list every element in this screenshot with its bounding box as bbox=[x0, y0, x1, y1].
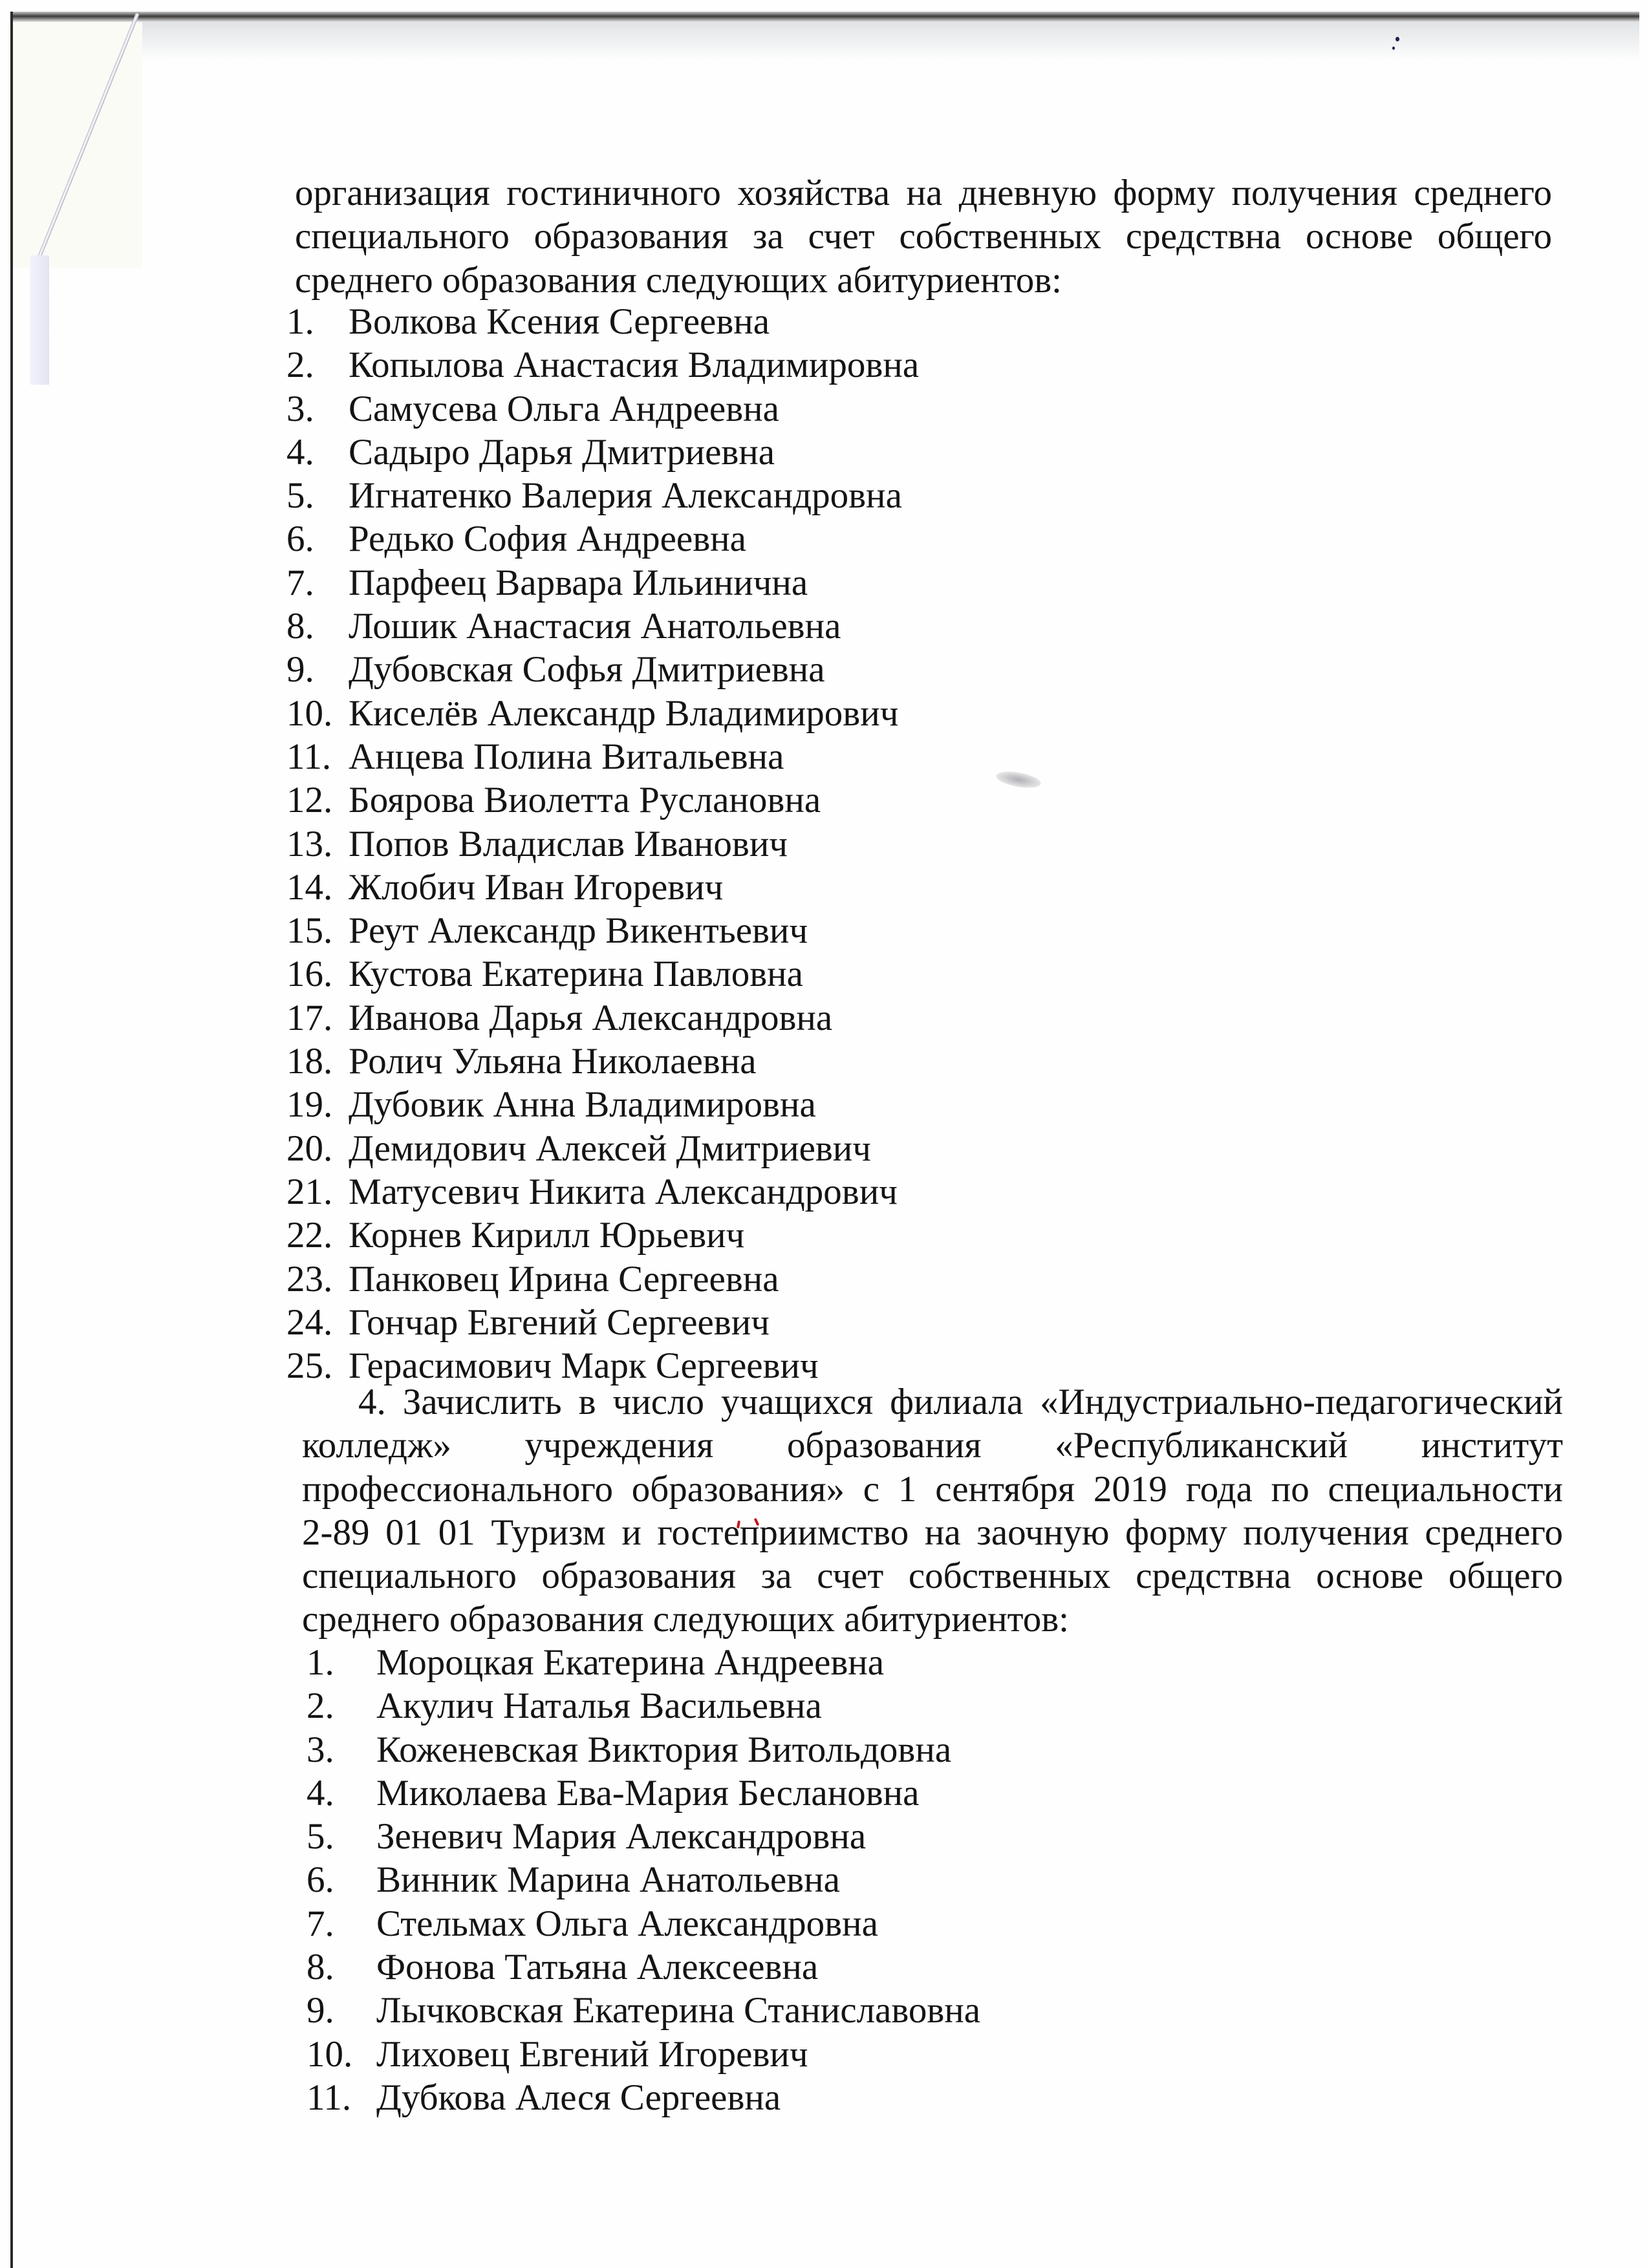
list-item bbox=[286, 648, 1321, 691]
applicants-list-full-time bbox=[286, 300, 1321, 1387]
list-item-number: 4. bbox=[286, 431, 314, 473]
list-item-number: 12. bbox=[286, 780, 333, 821]
list-item bbox=[307, 1902, 1341, 1945]
list-item-number: 14. bbox=[286, 866, 333, 908]
scan-top-edge bbox=[12, 12, 1639, 22]
ink-dot bbox=[1392, 47, 1395, 50]
applicant-name: Иванова Дарья Александровна bbox=[349, 997, 833, 1038]
paragraph-line: среднего образования следующих абитуриентов: bbox=[302, 1599, 1069, 1640]
list-item-number: 25. bbox=[286, 1345, 333, 1387]
list-item bbox=[307, 2033, 1341, 2076]
list-item-number: 1. bbox=[286, 301, 314, 342]
list-item bbox=[286, 387, 1321, 431]
list-item-number: 7. bbox=[307, 1903, 334, 1944]
paragraph-line: организация гостиничного хозяйства на дневную форму получения среднего bbox=[295, 173, 1552, 213]
applicant-name: Гончар Евгений Сергеевич bbox=[349, 1301, 770, 1343]
paragraph-line: среднего образования следующих абитуриентов: bbox=[295, 259, 1062, 301]
scan-top-shadow bbox=[142, 22, 1639, 61]
list-item bbox=[286, 822, 1321, 866]
list-item bbox=[307, 2076, 1341, 2119]
paragraph-section4 bbox=[302, 1380, 1563, 1642]
list-item bbox=[286, 692, 1321, 735]
applicant-name: Винник Марина Анатольевна bbox=[376, 1859, 840, 1901]
list-item-number: 4. bbox=[307, 1772, 334, 1813]
applicant-name: Садыро Дарья Дмитриевна bbox=[349, 431, 775, 473]
list-item-number: 8. bbox=[307, 1947, 334, 1988]
list-item bbox=[286, 778, 1321, 822]
applicant-name: Киселёв Александр Владимирович bbox=[349, 692, 899, 734]
list-item bbox=[307, 1815, 1341, 1858]
list-item bbox=[286, 474, 1321, 517]
list-item-number: 2. bbox=[307, 1685, 334, 1727]
paragraph-line: специального образования за счет собственных средствна основе общего bbox=[302, 1556, 1563, 1597]
paragraph-line: специального образования за счет собственных средствна основе общего bbox=[295, 216, 1552, 257]
applicant-name: Корнев Кирилл Юрьевич bbox=[349, 1215, 745, 1256]
applicant-name: Волкова Ксения Сергеевна bbox=[349, 301, 770, 342]
applicant-name: Дубкова Алеся Сергеевна bbox=[376, 2077, 781, 2118]
paragraph-line: 4. Зачислить в число учащихся филиала «Индустриально-педагогический bbox=[358, 1382, 1563, 1422]
list-item bbox=[286, 343, 1321, 387]
applicant-name: Демидович Алексей Дмитриевич bbox=[349, 1128, 871, 1169]
list-item bbox=[286, 866, 1321, 909]
list-item bbox=[307, 1684, 1341, 1728]
paragraph-section3-continuation bbox=[295, 171, 1552, 302]
list-item bbox=[286, 1040, 1321, 1083]
applicant-name: Зеневич Мария Александровна bbox=[376, 1816, 867, 1857]
applicants-list-part-time bbox=[307, 1641, 1341, 2119]
list-item-number: 10. bbox=[307, 2033, 353, 2075]
list-item-number: 11. bbox=[286, 736, 332, 777]
list-item bbox=[286, 604, 1321, 648]
applicant-name: Лычковская Екатерина Станиславовна bbox=[376, 1990, 981, 2031]
applicant-name: Редько София Андреевна bbox=[349, 519, 746, 560]
list-item-number: 18. bbox=[286, 1041, 333, 1082]
applicant-name: Акулич Наталья Васильевна bbox=[376, 1685, 822, 1727]
applicant-name: Дубовик Анна Владимировна bbox=[349, 1084, 816, 1126]
list-item bbox=[307, 1641, 1341, 1684]
list-item-number: 1. bbox=[307, 1642, 334, 1683]
applicant-name: Стельмах Ольга Александровна bbox=[376, 1903, 878, 1944]
applicant-name: Реут Александр Викентьевич bbox=[349, 910, 808, 952]
list-item-number: 7. bbox=[286, 562, 314, 603]
list-item bbox=[286, 735, 1321, 778]
list-item bbox=[286, 517, 1321, 561]
list-item-number: 20. bbox=[286, 1128, 333, 1169]
applicant-name: Попов Владислав Иванович bbox=[349, 823, 788, 864]
list-item bbox=[286, 1301, 1321, 1344]
list-item bbox=[286, 1083, 1321, 1126]
list-item bbox=[307, 1771, 1341, 1815]
list-item-number: 23. bbox=[286, 1258, 333, 1300]
ink-dot bbox=[1396, 37, 1399, 41]
list-item bbox=[286, 1127, 1321, 1170]
list-item-number: 10. bbox=[286, 692, 333, 734]
list-item-number: 13. bbox=[286, 823, 333, 864]
list-item-number: 16. bbox=[286, 954, 333, 995]
list-item-number: 17. bbox=[286, 997, 333, 1038]
applicant-name: Анцева Полина Витальевна bbox=[349, 736, 784, 777]
list-item-number: 9. bbox=[286, 649, 314, 690]
list-item-number: 6. bbox=[307, 1859, 334, 1901]
list-item bbox=[307, 1945, 1341, 1989]
folded-corner bbox=[13, 22, 142, 268]
list-item bbox=[286, 996, 1321, 1040]
applicant-name: Игнатенко Валерия Александровна bbox=[349, 475, 902, 517]
list-item-number: 8. bbox=[286, 606, 314, 647]
list-item-number: 24. bbox=[286, 1301, 333, 1343]
list-item bbox=[286, 909, 1321, 952]
applicant-name: Копылова Анастасия Владимировна bbox=[349, 345, 920, 386]
scan-left-edge bbox=[10, 12, 13, 2268]
list-item-number: 15. bbox=[286, 910, 333, 952]
applicant-name: Матусевич Никита Александрович bbox=[349, 1171, 898, 1212]
applicant-name: Парфеец Варвара Ильинична bbox=[349, 562, 808, 603]
applicant-name: Самусева Ольга Андреевна bbox=[349, 388, 779, 429]
list-item-number: 3. bbox=[307, 1729, 334, 1770]
applicant-name: Герасимович Марк Сергеевич bbox=[349, 1345, 819, 1387]
list-item-number: 22. bbox=[286, 1215, 333, 1256]
applicant-name: Кустова Екатерина Павловна bbox=[349, 954, 803, 995]
list-item bbox=[307, 1989, 1341, 2032]
list-item-number: 6. bbox=[286, 519, 314, 560]
applicant-name: Коженевская Виктория Витольдовна bbox=[376, 1729, 952, 1770]
list-item-number: 5. bbox=[286, 475, 314, 517]
list-item bbox=[286, 300, 1321, 343]
list-item bbox=[307, 1858, 1341, 1901]
fold-crease-lower bbox=[30, 255, 49, 385]
applicant-name: Ролич Ульяна Николаевна bbox=[349, 1041, 757, 1082]
list-item bbox=[286, 1257, 1321, 1301]
list-item-number: 3. bbox=[286, 388, 314, 429]
applicant-name: Миколаева Ева-Мария Беслановна bbox=[376, 1772, 920, 1813]
applicant-name: Панковец Ирина Сергеевна bbox=[349, 1258, 779, 1300]
list-item-number: 21. bbox=[286, 1171, 333, 1212]
applicant-name: Лошик Анастасия Анатольевна bbox=[349, 606, 841, 647]
applicant-name: Мороцкая Екатерина Андреевна bbox=[376, 1642, 885, 1683]
list-item bbox=[286, 952, 1321, 996]
applicant-name: Фонова Татьяна Алексеевна bbox=[376, 1947, 819, 1988]
list-item-number: 19. bbox=[286, 1084, 333, 1126]
applicant-name: Дубовская Софья Дмитриевна bbox=[349, 649, 825, 690]
list-item bbox=[286, 431, 1321, 474]
applicant-name: Жлобич Иван Игоревич bbox=[349, 866, 724, 908]
list-item bbox=[286, 561, 1321, 604]
applicant-name: Боярова Виолетта Руслановна bbox=[349, 780, 821, 821]
list-item bbox=[307, 1728, 1341, 1771]
list-item-number: 9. bbox=[307, 1990, 334, 2031]
applicant-name: Лиховец Евгений Игоревич bbox=[376, 2033, 808, 2075]
list-item bbox=[286, 1170, 1321, 1214]
paragraph-line: профессионального образования» с 1 сентября 2019 года по специальности bbox=[302, 1468, 1563, 1510]
list-item-number: 2. bbox=[286, 345, 314, 386]
paragraph-line: 2-89 01 01 Туризм и гостеприимство на заочную форму получения среднего bbox=[302, 1512, 1563, 1553]
paragraph-line: колледж» учреждения образования «Республиканский институт bbox=[302, 1425, 1563, 1466]
list-item-number: 5. bbox=[307, 1816, 334, 1857]
list-item-number: 11. bbox=[307, 2077, 352, 2118]
list-item bbox=[286, 1214, 1321, 1257]
